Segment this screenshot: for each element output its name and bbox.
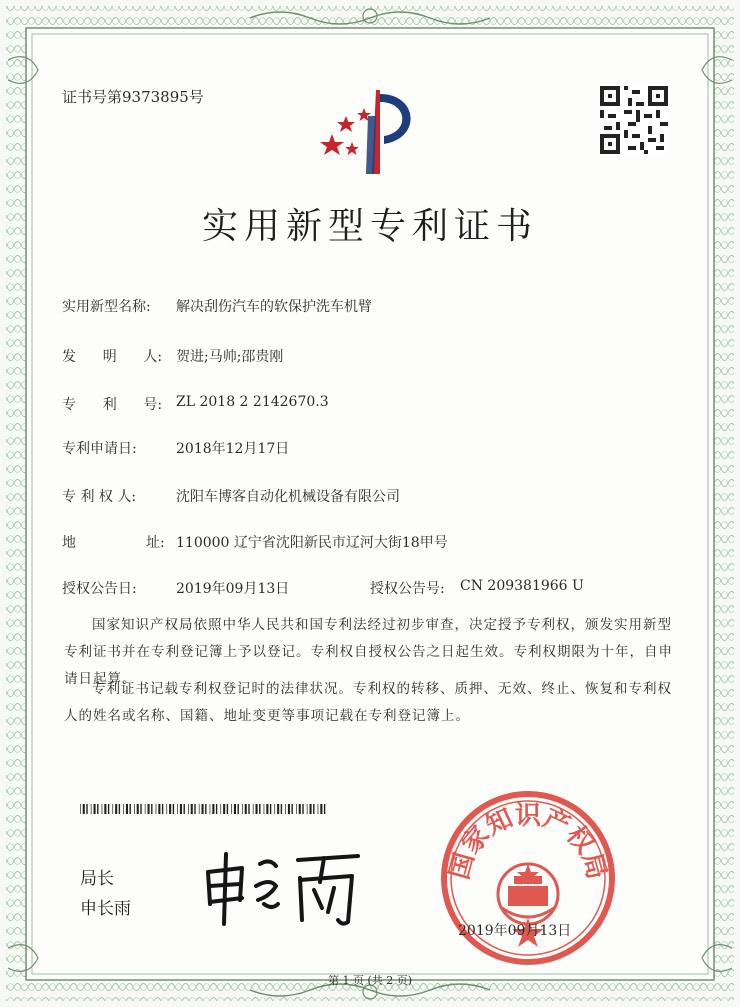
barcode (80, 804, 328, 814)
grant-date-label: 授权公告日: (62, 581, 137, 597)
utility-name-value: 解决刮伤汽车的软保护洗车机臂 (176, 299, 372, 315)
official-seal (438, 788, 618, 968)
page-indicator: 第 1 页 (共 2 页) (327, 974, 413, 987)
director-title: 局长 (80, 869, 114, 889)
utility-name-label: 实用新型名称: (62, 299, 151, 315)
patent-number-value: ZL 2018 2 2142670.3 (176, 394, 329, 410)
grant-number-value: CN 209381966 U (460, 578, 584, 594)
patent-number-label: 专 利 号: (62, 397, 163, 413)
grant-statement-paragraph: 国家知识产权局依照中华人民共和国专利法经过初步审查，决定授予专利权，颁发实用新型专利证书并在专利登记簿上予以登记。专利权自授权公告之日起生效。专利权期限为十年，自申请日起算。 (64, 617, 673, 687)
legal-status-paragraph: 专利证书记载专利权登记时的法律状况。专利权的转移、质押、无效、终止、恢复和专利权人的姓名或名称、国籍、地址变更等事项记载在专利登记簿上。 (64, 681, 672, 724)
seal-text: 国家知识产权局 (444, 801, 612, 883)
director-name: 申长雨 (80, 899, 131, 919)
application-date-label: 专利申请日: (62, 441, 137, 457)
address-value: 110000 辽宁省沈阳新民市辽河大街18甲号 (176, 535, 448, 551)
address-label: 地 (62, 535, 76, 551)
inventor-label: 发 明 人: (62, 349, 163, 365)
grant-date-value: 2019年09月13日 (176, 581, 290, 597)
handwritten-signature (198, 842, 366, 928)
qr-code (600, 86, 668, 154)
address-label-suffix: 址: (146, 535, 165, 551)
grant-number-label: 授权公告号: (370, 581, 445, 597)
application-date-value: 2018年12月17日 (176, 441, 290, 457)
cnipa-logo (318, 86, 430, 178)
patentee-value: 沈阳车博客自动化机械设备有限公司 (176, 489, 400, 505)
certificate-number: 证书号第9373895号 (62, 88, 204, 106)
seal-date: 2019年09月13日 (458, 923, 572, 939)
certificate-title: 实用新型专利证书 (201, 206, 538, 247)
inventor-value: 贺进;马帅;邵贵刚 (176, 349, 284, 365)
patentee-label: 专 利 权 人: (62, 489, 137, 505)
